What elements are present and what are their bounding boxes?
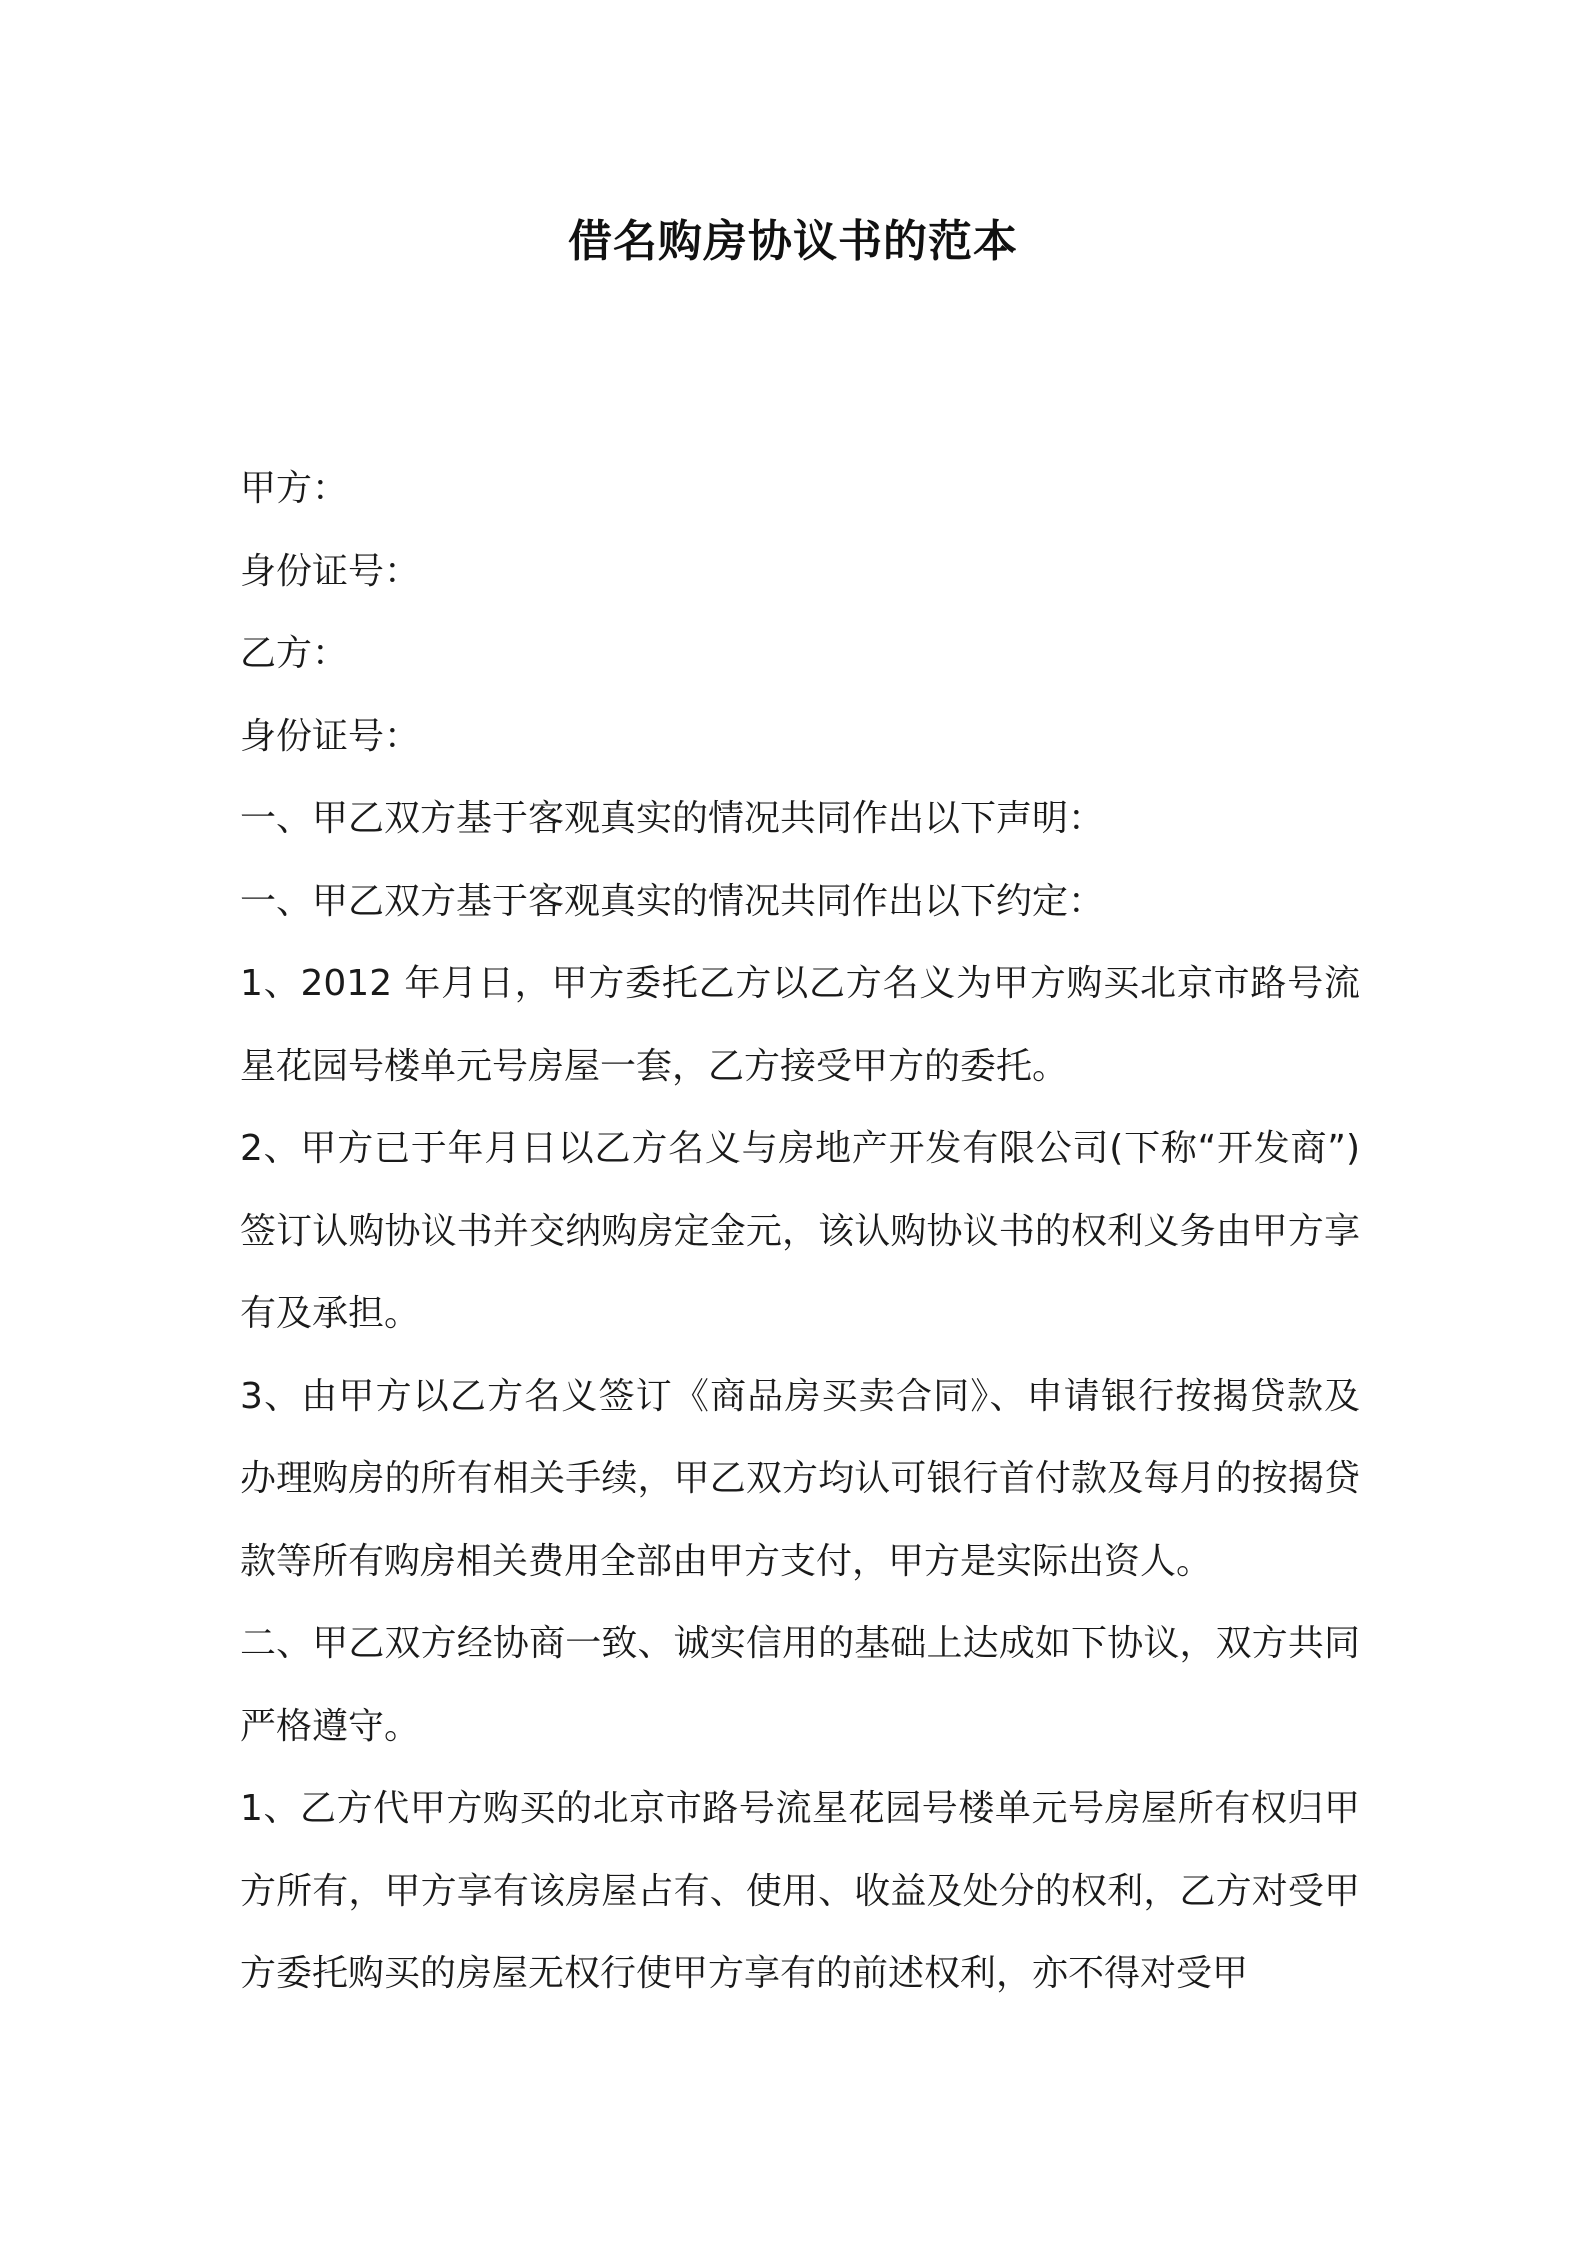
party-a-label: 甲方：	[240, 468, 349, 509]
clause-1: 1、2012 年月日，甲方委托乙方以乙方名义为甲方购买北京市路号流星花园号楼单元号房屋一套，乙方接受甲方的委托。	[240, 963, 1360, 1087]
declaration-heading: 一、甲乙双方基于客观真实的情况共同作出以下声明：	[240, 798, 1105, 839]
document-title: 借名购房协议书的范本	[568, 216, 1018, 267]
party-b-id-label: 身份证号：	[240, 715, 421, 757]
section-2-heading: 二、甲乙双方经协商一致、诚实信用的基础上达成如下协议，双方共同严格遵守。	[240, 1623, 1360, 1747]
party-b-label: 乙方：	[240, 633, 349, 674]
agreement-heading: 一、甲乙双方基于客观真实的情况共同作出以下约定：	[240, 880, 1105, 922]
party-a-id-label: 身份证号：	[240, 550, 421, 592]
clause-2: 2、甲方已于年月日以乙方名义与房地产开发有限公司(下称“开发商”)签订认购协议书并交纳购房定金元，该认购协议书的权利义务由甲方享有及承担。	[240, 1128, 1360, 1334]
document-body	[240, 448, 1360, 2016]
clause-3: 3、由甲方以乙方名义签订《商品房买卖合同》、申请银行按揭贷款及办理购房的所有相关手续，甲乙双方均认可银行首付款及每月的按揭贷款等所有购房相关费用全部由甲方支付，甲方是实际出资人。	[240, 1375, 1360, 1582]
section-2-clause-1: 1、乙方代甲方购买的北京市路号流星花园号楼单元号房屋所有权归甲方所有，甲方享有该房屋占有、使用、收益及处分的权利，乙方对受甲方委托购买的房屋无权行使甲方享有的前述权利，亦不得对受甲	[240, 1788, 1360, 1994]
